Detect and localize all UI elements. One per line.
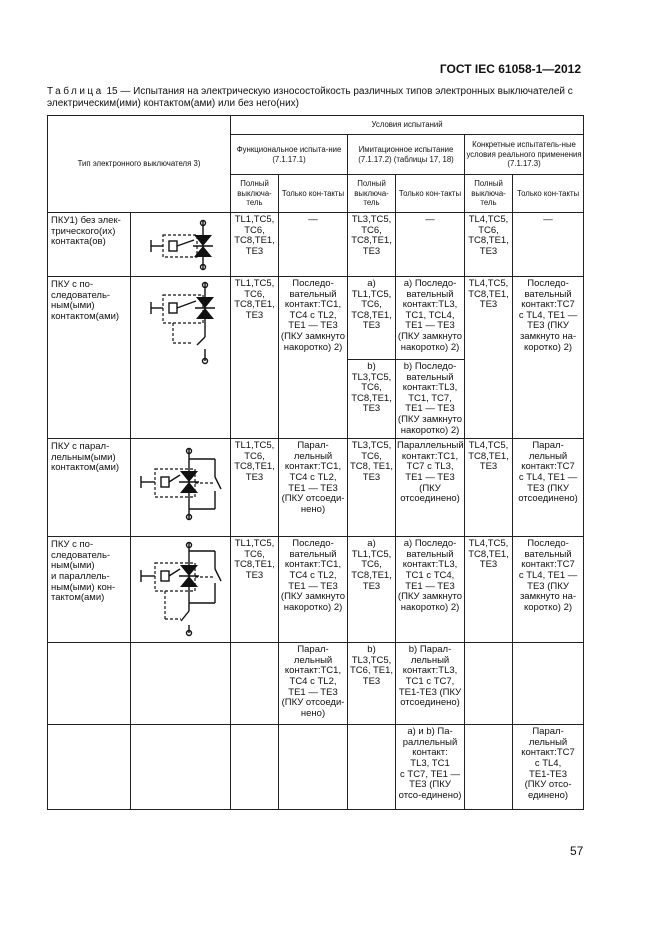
functional-full: TL1,TC5, TC6, TC8,TE1, TE3 [231,213,279,277]
simulated-full [348,725,396,810]
table-row [48,725,584,810]
switch-type-name: ПКУ с по-следователь-ным(ыми) и параллель-ным(ыми) кон-тактом(ами) [48,537,131,643]
simulated-contacts: b) Парал-лельный контакт:TL3, TC1 с TC7, TE1-TE3 (ПКУ отсоединено) [396,643,465,725]
functional-contacts: Последо-вательный контакт:TC1, TC4 с TL2, TE1 — TE3 (ПКУ замкнуто накоротко) 2) [279,537,348,643]
simulated-full: a) TL1,TC5, TC6, TC8,TE1, TE3 [348,277,396,360]
switch-type-name [48,643,131,725]
subheader-full-switch: Полный выключа-тель [348,175,396,213]
simulated-contacts: Параллельный контакт:TC1, TC7 с TL3, TE1 — TE3 (ПКУ отсоединено) [396,439,465,537]
subheader-contacts-only: Только кон-такты [279,175,348,213]
triac-no-contact-symbol [133,213,229,275]
circuit-symbol-cell [131,277,231,439]
table-row [48,277,584,360]
triac-parallel-contact-symbol [133,439,229,533]
simulated-contacts: b) Последо-вательный контакт:TL3, TC1, TC7, TE1 — TE3 (ПКУ замкнуто накоротко) 2) [396,360,465,439]
table-row [48,643,584,725]
functional-full: TL1,TC5, TC6, TC8,TE1, TE3 [231,439,279,537]
triac-series-contact-symbol [133,277,229,367]
simulated-full: TL3,TC5, TC6, TC8,TE1, TE3 [348,213,396,277]
simulated-contacts: a) Последо-вательный контакт:TL3, TC1 с TC4, TE1 — TE3 (ПКУ замкнуто накоротко) 2) [396,537,465,643]
functional-full [231,643,279,725]
table-caption [47,86,587,110]
simulated-full: a) TL1,TC5, TC6, TC8,TE1, TE3 [348,537,396,643]
functional-contacts: — [279,213,348,277]
functional-contacts: Парал-лельный контакт:TC1, TC4 с TL2, TE1 — TE3 (ПКУ отсоеди-нено) [279,643,348,725]
caption-text: 15 — Испытания на электрическую износостойкость различных типов электронных выключателей с электрическим(ими) контактом(ами) или без него(них) [47,86,573,109]
simulated-full: b) TL3,TC5, TC6, TC8,TE1, TE3 [348,360,396,439]
application-full: TL4,TC5, TC8,TE1, TE3 [465,537,513,643]
subheader-contacts-only: Только кон-такты [513,175,584,213]
switch-type-name: ПКУ с по-следователь-ным(ыми) контактом(ами) [48,277,131,439]
table-row [48,439,584,537]
simulated-full: TL3,TC5, TC6, TC8, TE1, TE3 [348,439,396,537]
caption-table-word: Таблица [47,86,104,97]
circuit-symbol-cell [131,213,231,277]
application-contacts: Парал-лельный контакт:TC7 с TL4, TE1-TE3 (ПКУ отсо-единено) [513,725,584,810]
application-full: TL4,TC5, TC6, TC8,TE1, TE3 [465,213,513,277]
test-table [47,115,584,810]
simulated-contacts: a) и b) Па-раллельный контакт: TL3, TC1 с TC7, TE1 — TE3 (ПКУ отсо-единено) [396,725,465,810]
standard-designation: ГОСТ IEC 61058-1—2012 [439,62,581,76]
simulated-contacts: — [396,213,465,277]
switch-type-name: ПКУ с парал-лельным(ыми) контактом(ами) [48,439,131,537]
simulated-contacts: a) Последо-вательный контакт:TL3, TC1, TCL4, TE1 — TE3 (ПКУ замкнуто накоротко) 2) [396,277,465,360]
col-header-conditions: Условия испытаний [231,116,584,135]
functional-contacts: Последо-вательный контакт:TC1, TC4 с TL2, TE1 — TE3 (ПКУ замкнуто накоротко) 2) [279,277,348,439]
application-contacts: Последо-вательный контакт:TC7 с TL4, TE1 — TE3 (ПКУ замкнуто на-коротко) 2) [513,537,584,643]
subheader-full-switch: Полный выключа-тель [465,175,513,213]
col-header-application: Конкретные испытатель-ные условия реального применения (7.1.17.3) [465,135,584,175]
application-full [465,643,513,725]
table-row [48,213,584,277]
functional-full: TL1,TC5, TC6, TC8,TE1, TE3 [231,277,279,439]
application-contacts: — [513,213,584,277]
circuit-symbol-cell [131,537,231,643]
switch-type-name [48,725,131,810]
subheader-contacts-only: Только кон-такты [396,175,465,213]
application-contacts: Последо-вательный контакт:TC7 с TL4, TE1 — TE3 (ПКУ замкнуто на-коротко) 2) [513,277,584,439]
subheader-full-switch: Полный выключа-тель [231,175,279,213]
circuit-symbol-cell [131,643,231,725]
application-full: TL4,TC5, TC8,TE1, TE3 [465,439,513,537]
functional-contacts: Парал-лельный контакт:TC1, TC4 с TL2, TE1 — TE3 (ПКУ отсоеди-нено) [279,439,348,537]
triac-series-parallel-contact-symbol [133,537,229,639]
page-number: 57 [570,844,584,858]
application-full [465,725,513,810]
functional-full: TL1,TC5, TC6, TC8,TE1, TE3 [231,537,279,643]
circuit-symbol-cell [131,439,231,537]
switch-type-name: ПКУ1) без элек-трического(их) контакта(ов) [48,213,131,277]
functional-full [231,725,279,810]
col-header-simulated: Имитационное испытание (7.1.17.2) (таблицы 17, 18) [348,135,465,175]
simulated-full: b) TL3,TC5, TC6, TE1, TE3 [348,643,396,725]
col-header-switch-type: Тип электронного выключателя 3) [48,116,231,213]
application-contacts [513,643,584,725]
table-row [48,537,584,643]
application-contacts: Парал-лельный контакт:TC7 с TL4, TE1 — TE3 (ПКУ отсоединено) [513,439,584,537]
application-full: TL4,TC5, TC8,TE1, TE3 [465,277,513,439]
col-header-functional: Функциональное испыта-ние (7.1.17.1) [231,135,348,175]
functional-contacts [279,725,348,810]
circuit-symbol-cell [131,725,231,810]
